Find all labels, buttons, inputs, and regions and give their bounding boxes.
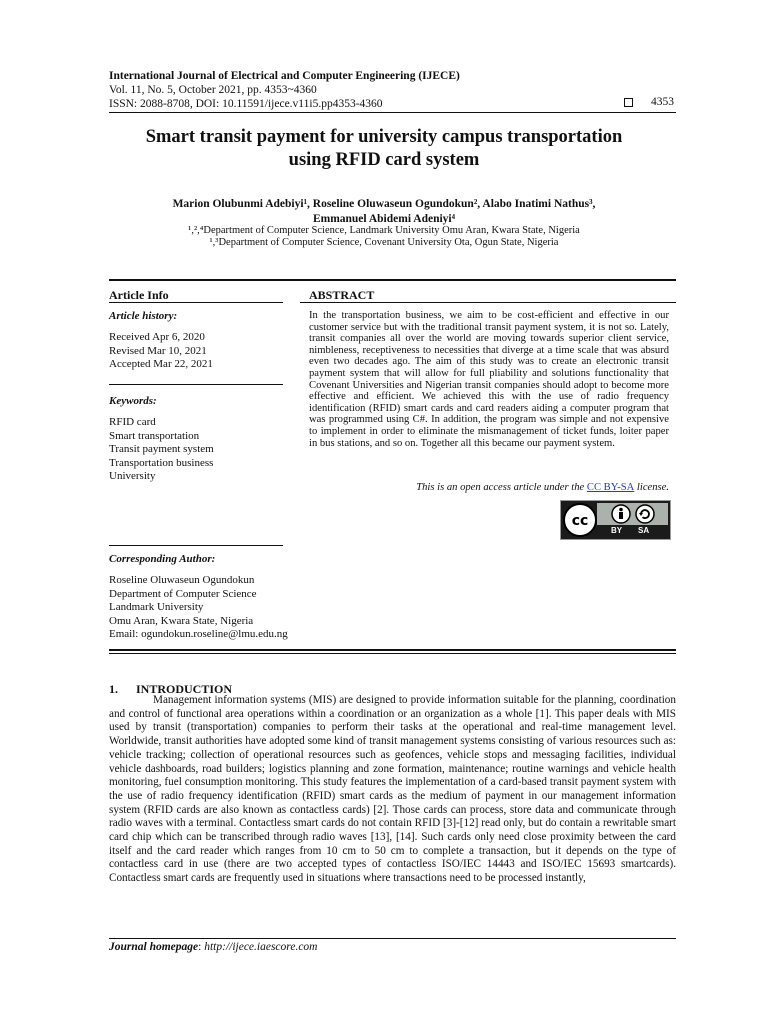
- introduction-heading: 1. INTRODUCTION: [109, 682, 233, 696]
- authors-line-2: Emmanuel Abidemi Adeniyi⁴: [312, 213, 456, 225]
- license-line: [300, 482, 669, 493]
- homepage-separator: :: [198, 941, 205, 953]
- received-date: Received Apr 6, 2020: [109, 331, 205, 343]
- paper-title: [100, 126, 668, 172]
- history-divider: [109, 384, 283, 385]
- keyword-item: Smart transportation: [109, 429, 200, 442]
- square-icon: [624, 98, 633, 107]
- journal-volume: Vol. 11, No. 5, October 2021, pp. 4353~4360: [109, 84, 317, 96]
- info-bottom-rule-2: [109, 653, 676, 654]
- sa-share-alike-icon: [636, 505, 654, 523]
- corresponding-location: Omu Aran, Kwara State, Nigeria: [109, 614, 254, 627]
- keywords-list: [109, 416, 214, 484]
- cc-by-label: BY: [611, 526, 623, 535]
- keyword-item: RFID card: [109, 416, 156, 428]
- abstract-text: In the transportation business, we aim to be cost-efficient and effective in our customer service but with the traditional transit payment system, it is not so. Lately, transit companies all over the world are moving towards superior client service, nimbleness, receptiveness to necessities that diverge at a time scale that was absurd even two decades ago. The aim of this study was to create an electronic transit payment system that will allow for full pliability and solutions functionality that Covenant Universities and Nigerian transit companies should adopt to become more effective and efficient. We achieved this with the use of radio frequency identification (RFID) smart cards and card readers aiding a computer program that was programmed using C#. In addition, the program was simple and not expensive to implement in order to eliminate the mismanagement of ticket funds, loiter paper in bus stations, and so on. Together all this became our payment system.: [309, 310, 669, 449]
- corresponding-university: Landmark University: [109, 601, 204, 614]
- keyword-item: Transportation business: [109, 456, 214, 469]
- corresponding-name: Roseline Oluwaseun Ogundokun: [109, 574, 255, 586]
- introduction-body: [109, 694, 676, 886]
- author-list: [100, 197, 668, 227]
- journal-homepage: [109, 941, 317, 953]
- authors-line-1: Marion Olubunmi Adebiyi¹, Roseline Oluwaseun Ogundokun², Alabo Inatimi Nathus³,: [172, 198, 596, 210]
- svg-text:cc: cc: [571, 513, 589, 529]
- affiliation-2: ¹,³Department of Computer Science, Covenant University Ota, Ogun State, Nigeria: [209, 237, 559, 248]
- keywords-label: Keywords:: [109, 395, 157, 407]
- revised-date: Revised Mar 10, 2021: [109, 344, 207, 357]
- journal-name: International Journal of Electrical and Computer Engineering (IJECE): [109, 70, 460, 82]
- article-info-heading: Article Info: [109, 288, 169, 302]
- page-number: 4353: [651, 96, 674, 108]
- article-history: [109, 331, 213, 372]
- cc-by-sa-link[interactable]: CC BY-SA: [586, 482, 635, 493]
- corresponding-email: Email: ogundokun.roseline@lmu.edu.ng: [109, 628, 288, 641]
- affiliation-1: ¹,²,⁴Department of Computer Science, Landmark University Omu Aran, Kwara State, Nigeria: [188, 225, 580, 236]
- license-suffix: license.: [634, 482, 669, 493]
- info-bottom-rule: [109, 649, 676, 651]
- homepage-label: Journal homepage: [109, 941, 199, 953]
- article-history-label: Article history:: [109, 310, 178, 322]
- homepage-link[interactable]: http://ijece.iaescore.com: [204, 941, 318, 953]
- cc-sa-label: SA: [638, 526, 650, 535]
- journal-issn: ISSN: 2088-8708, DOI: 10.11591/ijece.v11i5.pp4353-4360: [109, 98, 383, 110]
- cc-license-badge[interactable]: [560, 500, 671, 540]
- footer-divider: [109, 938, 676, 939]
- corresponding-author-block: [109, 574, 288, 642]
- license-prefix: This is an open access article under the: [416, 482, 587, 493]
- accepted-date: Accepted Mar 22, 2021: [109, 358, 213, 371]
- info-top-rule: [109, 279, 676, 281]
- affiliations: [100, 225, 668, 249]
- keyword-item: University: [109, 470, 156, 483]
- title-line-1: Smart transit payment for university campus transportation: [145, 127, 623, 147]
- journal-header: [109, 69, 460, 111]
- introduction-text: Management information systems (MIS) are designed to provide information suitable for the planning, coordination and control of functional area operations within a coordination or an organization as a whole [1]. This paper deals with MIS used by transit (transportation) companies to perform their tasks at the operational and real-time management level. Worldwide, transit authorities have adopted some kind of transit management systems consisting of various resources such as: vehicle tracking; collection of operational resources such as geofences, vehicle stops and messaging facilities, individual vehicle dashboards, road builders; logistics planning and zone formation, maintenance; routine warnings and vehicle health monitoring, fuel consumption monitoring. This study features the implementation of a card-based transit payment system with the use of radio frequency identification (RFID) smart cards as the medium of payment in our management information system (RFID cards are also known as contactless cards) [2]. Those cards can process, store data and communicate through radio waves with a terminal. Contactless smart cards do not contain RFID [3]-[12] read only, but do contain a rewritable smart card chip which can be transcribed through radio waves [13], [14]. Such cards only need close proximity between the card itself and the card reader which ranges from 10 cm to 50 cm to complete a transaction, but it depends on the type of contactless card in use (there are two accepted types of contactless ISO/IEC 14443 and ISO/IEC 15693 smartcards). Contactless smart cards are frequently used in situations where transactions need to be processed instantly,: [109, 694, 676, 885]
- keyword-item: Transit payment system: [109, 443, 214, 456]
- title-line-2: using RFID card system: [288, 150, 480, 170]
- keywords-divider: [109, 545, 283, 546]
- abstract-heading: ABSTRACT: [309, 288, 375, 302]
- header-divider: [109, 112, 676, 113]
- corresponding-author-label: Corresponding Author:: [109, 553, 216, 565]
- corresponding-department: Department of Computer Science: [109, 587, 257, 600]
